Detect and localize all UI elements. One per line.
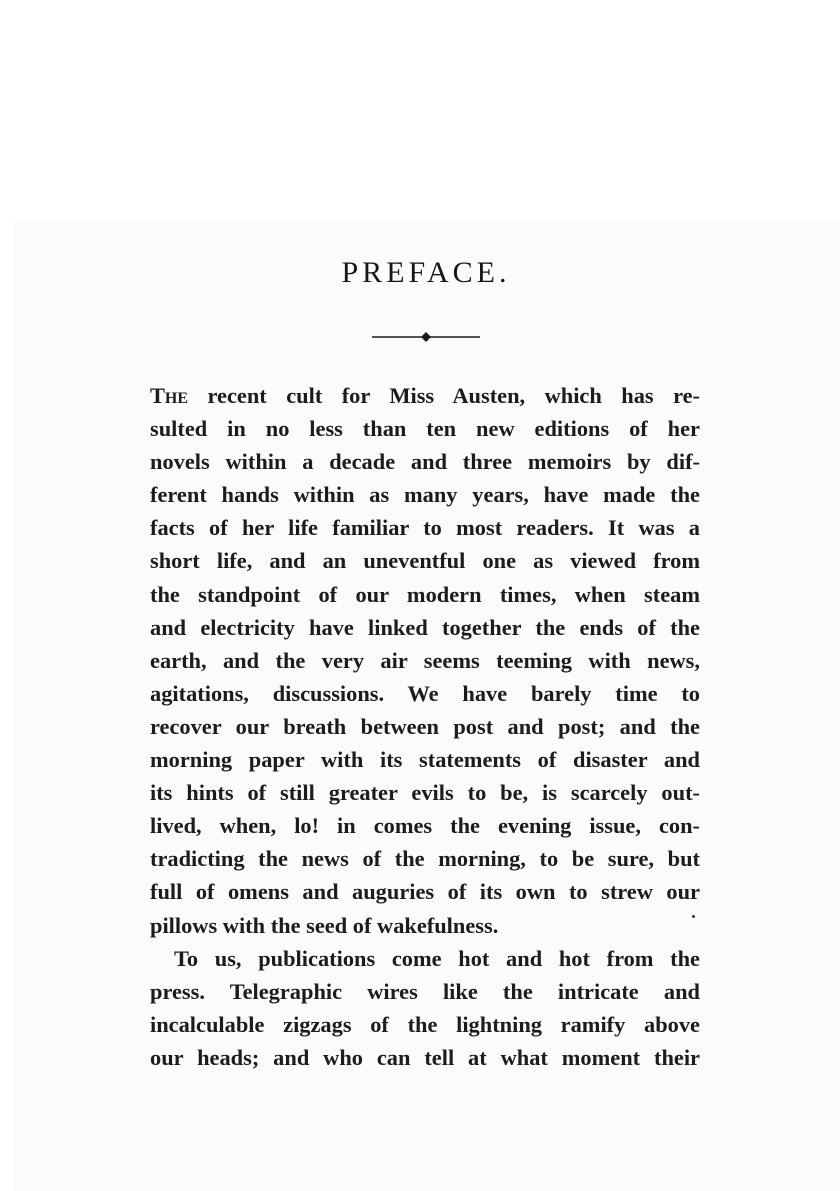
paragraph-1 [150,379,700,942]
print-speck [692,915,695,918]
text-line: agitations, discussions. We have barely time to [150,680,700,706]
drop-word: The [150,383,189,408]
text-line: earth, and the very air seems teeming with news, [150,647,700,673]
text-line: recover our breath between post and post; and the [150,713,700,739]
text-line [150,379,700,412]
text-line: the standpoint of our modern times, when steam [150,581,700,607]
paragraph-2 [150,942,700,1074]
line-rest: recent cult for Miss Austen, which has re- [188,383,700,408]
text-line: full of omens and auguries of its own to strew our [150,879,700,905]
text-line: sulted in no less than ten new editions of her [150,416,700,442]
text-line: pillows with the seed of wakefulness. [150,912,499,938]
text-line: short life, and an uneventful one as viewed from [150,548,700,574]
preface-body [150,379,700,1074]
text-line: morning paper with its statements of disaster and [150,747,700,773]
text-line: its hints of still greater evils to be, is scarcely out- [150,780,700,806]
text-line: novels within a decade and three memoirs by dif- [150,449,700,475]
text-line: lived, when, lo! in comes the evening issue, con- [150,813,700,839]
text-line: incalculable zigzags of the lightning ramify above [150,1011,700,1037]
text-line: facts of her life familiar to most readers. It was a [150,515,700,541]
text-line: and electricity have linked together the ends of the [150,614,700,640]
text-line: tradicting the news of the morning, to be sure, but [150,846,700,872]
text-line: our heads; and who can tell at what moment their [150,1044,700,1070]
text-line: ferent hands within as many years, have made the [150,482,700,508]
page-title: PREFACE. [341,256,511,289]
text-line: press. Telegraphic wires like the intricate and [150,978,700,1004]
rule-with-diamond-icon [372,330,480,344]
text-line: To us, publications come hot and hot from the [174,945,700,971]
